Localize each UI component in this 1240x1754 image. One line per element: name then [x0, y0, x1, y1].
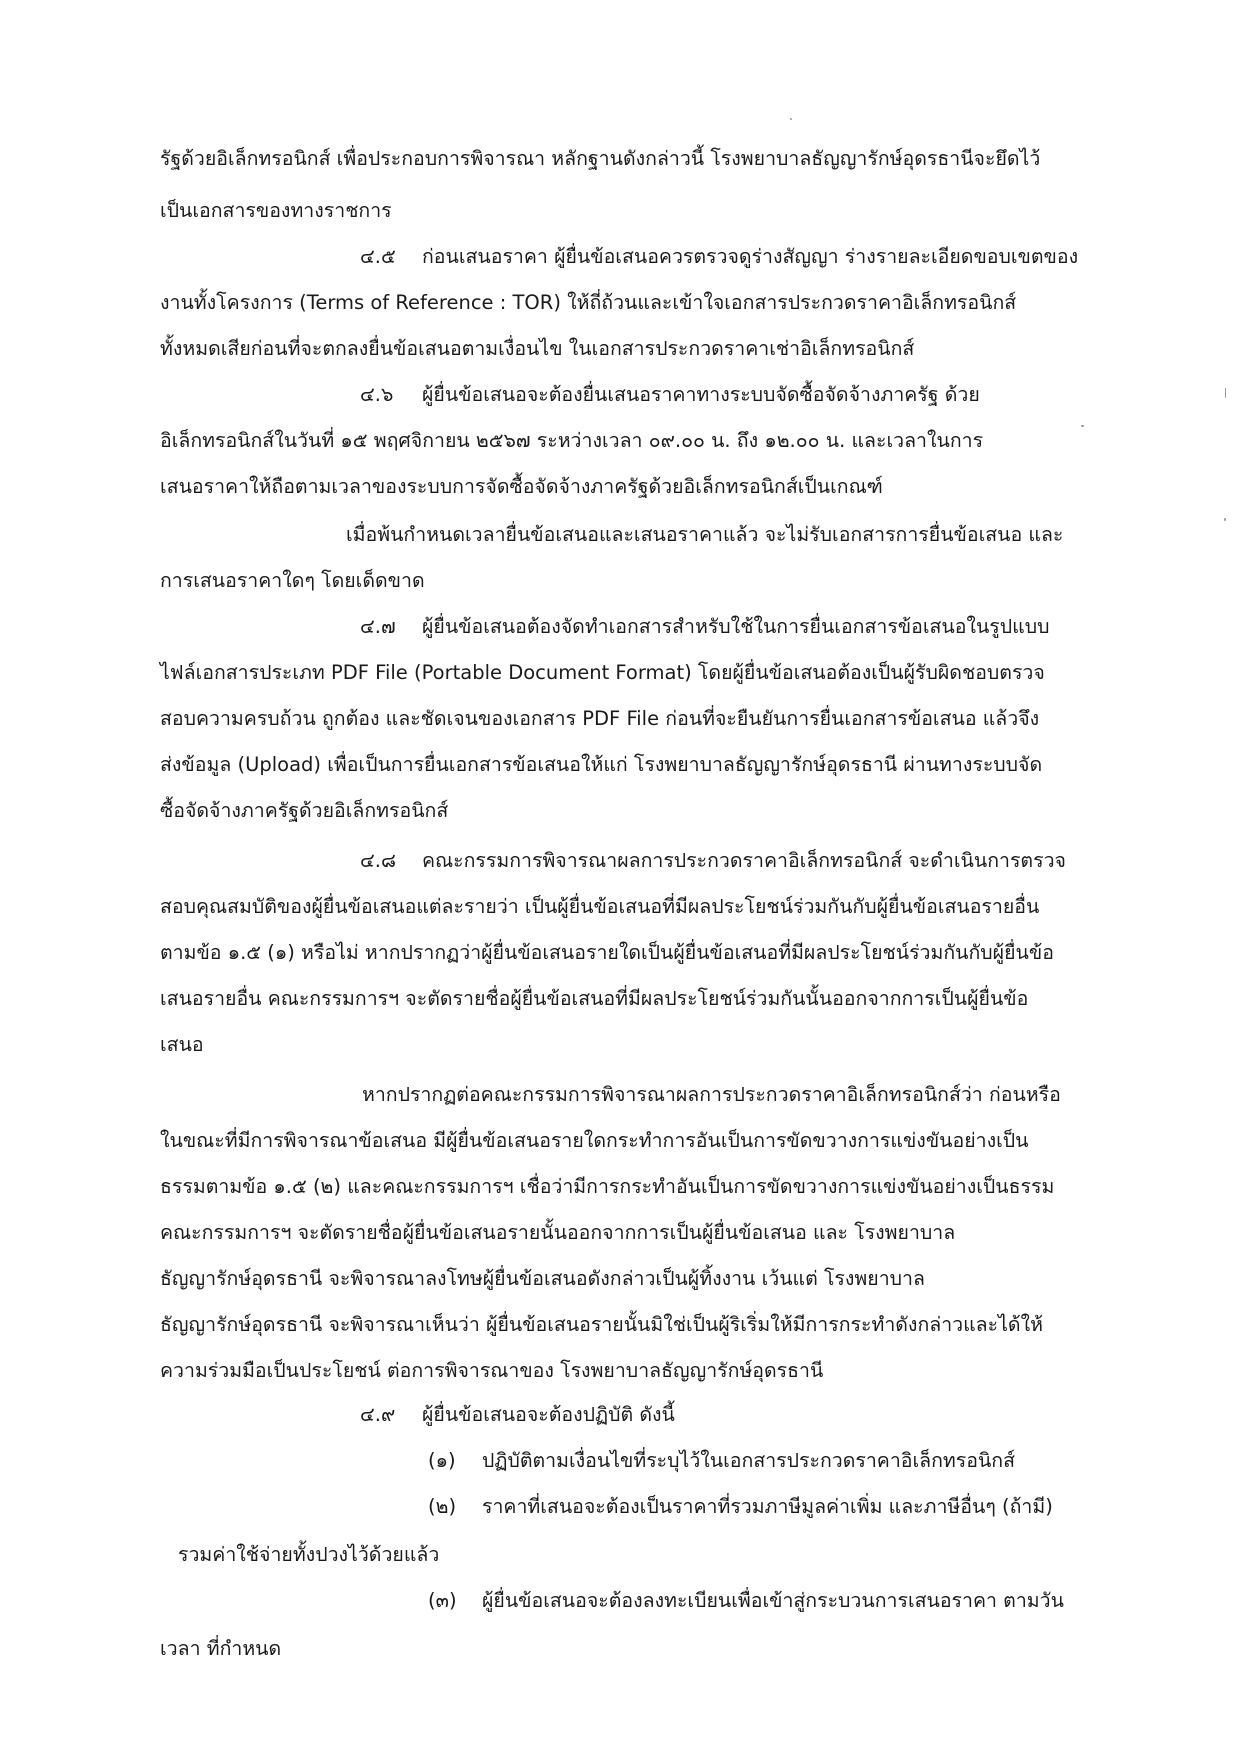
text-line: ปฏิบัติตามเงื่อนไขที่ระบุไว้ในเอกสารประกวดราคาอิเล็กทรอนิกส์ [482, 1449, 1016, 1472]
clause-number: ๔.๖ [360, 383, 394, 406]
clause-4-6 [360, 380, 980, 410]
scan-speck [1225, 388, 1226, 398]
text-line: หากปรากฏต่อคณะกรรมการพิจารณาผลการประกวดราคาอิเล็กทรอนิกส์ว่า ก่อนหรือ [362, 1083, 1061, 1106]
text-line: สอบความครบถ้วน ถูกต้อง และชัดเจนของเอกสาร PDF File ก่อนที่จะยืนยันการยื่นเอกสารข้อเสนอ แล้วจึง [160, 707, 1040, 730]
sub-item-3 [428, 1586, 1064, 1616]
clause-number: ๔.๗ [360, 615, 396, 638]
clause-number: ๔.๙ [360, 1403, 396, 1426]
text-line: ตามข้อ ๑.๕ (๑) หรือไม่ หากปรากฏว่าผู้ยื่นข้อเสนอรายใดเป็นผู้ยื่นข้อเสนอที่มีผลประโยชน์ร่วมกันกับผู้ยื่นข้อ [160, 941, 1054, 964]
text-line: เสนอรายอื่น คณะกรรมการฯ จะตัดรายชื่อผู้ยื่นข้อเสนอที่มีผลประโยชน์ร่วมกันนั้นออกจากการเป็นผู้ยื่นข้อ [160, 987, 1029, 1010]
text-line: เสนอราคาให้ถือตามเวลาของระบบการจัดซื้อจัดจ้างภาครัฐด้วยอิเล็กทรอนิกส์เป็นเกณฑ์ [160, 475, 883, 498]
text-line: ธรรมตามข้อ ๑.๕ (๒) และคณะกรรมการฯ เชื่อว่ามีการกระทำอันเป็นการขัดขวางการแข่งขันอย่างเป็นธรรม [160, 1175, 1055, 1198]
text-line: ความร่วมมือเป็นประโยชน์ ต่อการพิจารณาของ โรงพยาบาลธัญญารักษ์อุดรธานี [160, 1359, 824, 1382]
text-line: ก่อนเสนอราคา ผู้ยื่นข้อเสนอควรตรวจดูร่างสัญญา ร่างรายละเอียดขอบเขตของ [422, 245, 1079, 268]
clause-4-9 [360, 1400, 675, 1430]
text-line: ราคาที่เสนอจะต้องเป็นราคาที่รวมภาษีมูลค่าเพิ่ม และภาษีอื่นๆ (ถ้ามี) [482, 1495, 1053, 1518]
text-line: ทั้งหมดเสียก่อนที่จะตกลงยื่นข้อเสนอตามเงื่อนไข ในเอกสารประกวดราคาเช่าอิเล็กทรอนิกส์ [160, 337, 915, 360]
text-line: สอบคุณสมบัติของผู้ยื่นข้อเสนอแต่ละรายว่า เป็นผู้ยื่นข้อเสนอที่มีผลประโยชน์ร่วมกันกับผู้ยื่นข้อเสนอรายอื่น [160, 895, 1040, 918]
text-line: คณะกรรมการฯ จะตัดรายชื่อผู้ยื่นข้อเสนอรายนั้นออกจากการเป็นผู้ยื่นข้อเสนอ และ โรงพยาบาล [160, 1221, 956, 1244]
text-line: เวลา ที่กำหนด [160, 1637, 282, 1660]
text-line: เสนอ [160, 1033, 204, 1056]
text-line: ธัญญารักษ์อุดรธานี จะพิจารณาลงโทษผู้ยื่นข้อเสนอดังกล่าวเป็นผู้ทิ้งงาน เว้นแต่ โรงพยาบาล [160, 1267, 925, 1290]
text-line: งานทั้งโครงการ (Terms of Reference : TOR) ให้ถี่ถ้วนและเข้าใจเอกสารประกวดราคาอิเล็กทรอนิกส์ [160, 291, 1017, 314]
scan-speck [1081, 425, 1084, 427]
text-line: เมื่อพ้นกำหนดเวลายื่นข้อเสนอและเสนอราคาแล้ว จะไม่รับเอกสารการยื่นข้อเสนอ และ [346, 523, 1064, 546]
text-line: ผู้ยื่นข้อเสนอจะต้องยื่นเสนอราคาทางระบบจัดซื้อจัดจ้างภาครัฐ ด้วย [422, 383, 980, 406]
text-line: การเสนอราคาใดๆ โดยเด็ดขาด [160, 569, 425, 592]
text-line: รัฐด้วยอิเล็กทรอนิกส์ เพื่อประกอบการพิจารณา หลักฐานดังกล่าวนี้ โรงพยาบาลธัญญารักษ์อุดรธานีจะยึดไว้ [160, 147, 1041, 170]
text-line: ผู้ยื่นข้อเสนอต้องจัดทำเอกสารสำหรับใช้ในการยื่นเอกสารข้อเสนอในรูปแบบ [422, 615, 1050, 638]
sub-item-1 [428, 1446, 1015, 1476]
text-line: ส่งข้อมูล (Upload) เพื่อเป็นการยื่นเอกสารข้อเสนอให้แก่ โรงพยาบาลธัญญารักษ์อุดรธานี ผ่านทางระบบจัด [160, 753, 1043, 776]
text-line: ไฟล์เอกสารประเภท PDF File (Portable Document Format) โดยผู้ยื่นข้อเสนอต้องเป็นผู้รับผิดชอบตรวจ [160, 661, 1045, 684]
text-line: ในขณะที่มีการพิจารณาข้อเสนอ มีผู้ยื่นข้อเสนอรายใดกระทำการอันเป็นการขัดขวางการแข่งขันอย่างเป็น [160, 1129, 1029, 1152]
clause-4-7 [360, 612, 1049, 642]
sub-item-number: (๒) [428, 1495, 457, 1518]
text-line: เป็นเอกสารของทางราชการ [160, 199, 392, 222]
scan-speck [790, 118, 792, 120]
text-line: ธัญญารักษ์อุดรธานี จะพิจารณาเห็นว่า ผู้ยื่นข้อเสนอรายนั้นมิใช่เป็นผู้ริเริ่มให้มีการกระทำดังกล่าวและได้ให้ [160, 1313, 1043, 1336]
scan-speck [1224, 518, 1226, 521]
sub-item-2 [428, 1492, 1053, 1522]
sub-item-number: (๓) [428, 1589, 457, 1612]
text-line: ผู้ยื่นข้อเสนอจะต้องลงทะเบียนเพื่อเข้าสู่กระบวนการเสนอราคา ตามวัน [482, 1589, 1064, 1612]
text-line: คณะกรรมการพิจารณาผลการประกวดราคาอิเล็กทรอนิกส์ จะดำเนินการตรวจ [422, 849, 1066, 872]
text-line: รวมค่าใช้จ่ายทั้งปวงไว้ด้วยแล้ว [178, 1543, 440, 1566]
clause-number: ๔.๘ [360, 849, 397, 872]
clause-4-8 [360, 846, 1066, 876]
sub-item-number: (๑) [428, 1449, 456, 1472]
text-line: ผู้ยื่นข้อเสนอจะต้องปฏิบัติ ดังนี้ [422, 1403, 675, 1426]
clause-4-5 [360, 242, 1078, 272]
text-line: อิเล็กทรอนิกส์ในวันที่ ๑๕ พฤศจิกายน ๒๕๖๗ ระหว่างเวลา ๐๙.๐๐ น. ถึง ๑๒.๐๐ น. และเวลาในการ [160, 429, 984, 452]
clause-number: ๔.๕ [360, 245, 396, 268]
text-line: ซื้อจัดจ้างภาครัฐด้วยอิเล็กทรอนิกส์ [160, 799, 449, 822]
